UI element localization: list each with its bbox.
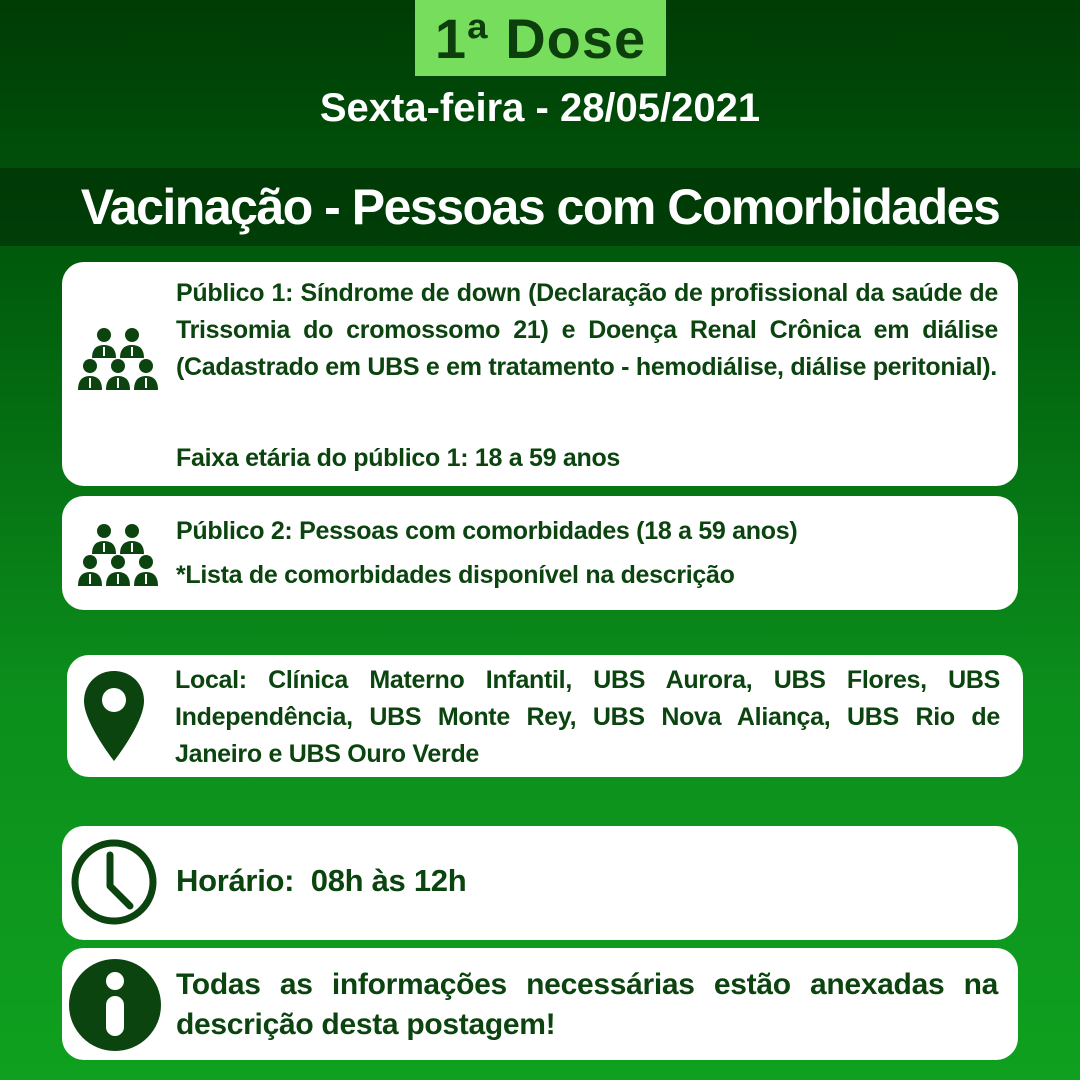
dose-badge: 1ª Dose [415, 0, 666, 76]
location-card [67, 655, 1023, 777]
date-heading: Sexta-feira - 28/05/2021 [319, 86, 761, 130]
public-2-description: Público 2: Pessoas com comorbidades (18 a 59 anos) [176, 517, 798, 545]
info-text: Todas as informações necessárias estão anexadas na descrição desta postagem! [176, 968, 998, 1041]
public-2-note: *Lista de comorbidades disponível na descrição [176, 561, 735, 589]
info-icon [69, 959, 161, 1051]
public-1-description: Público 1: Síndrome de down (Declaração de profissional da saúde de Trissomia do cromossomo 21) e Doença Renal Crônica em diálise (Cadastrado em UBS e em tratamento - hemodiálise, diálise peritonial). [176, 279, 998, 381]
info-card [62, 948, 1018, 1060]
schedule-card [62, 826, 1018, 940]
public-2-card [62, 496, 1018, 610]
people-group-icon [78, 516, 158, 590]
public-1-age-range: Faixa etária do público 1: 18 a 59 anos [176, 444, 621, 472]
clock-icon [70, 838, 158, 926]
schedule-text: Horário: 08h às 12h [176, 863, 467, 898]
people-group-icon [78, 320, 158, 394]
page-title: Vacinação - Pessoas com Comorbidades [80, 179, 1000, 235]
location-pin-icon [84, 671, 144, 763]
public-1-card [62, 262, 1018, 486]
location-text: Local: Clínica Materno Infantil, UBS Aurora, UBS Flores, UBS Independência, UBS Monte Rey, UBS Nova Aliança, UBS Rio de Janeiro e UBS Ouro Verde [175, 666, 1000, 768]
